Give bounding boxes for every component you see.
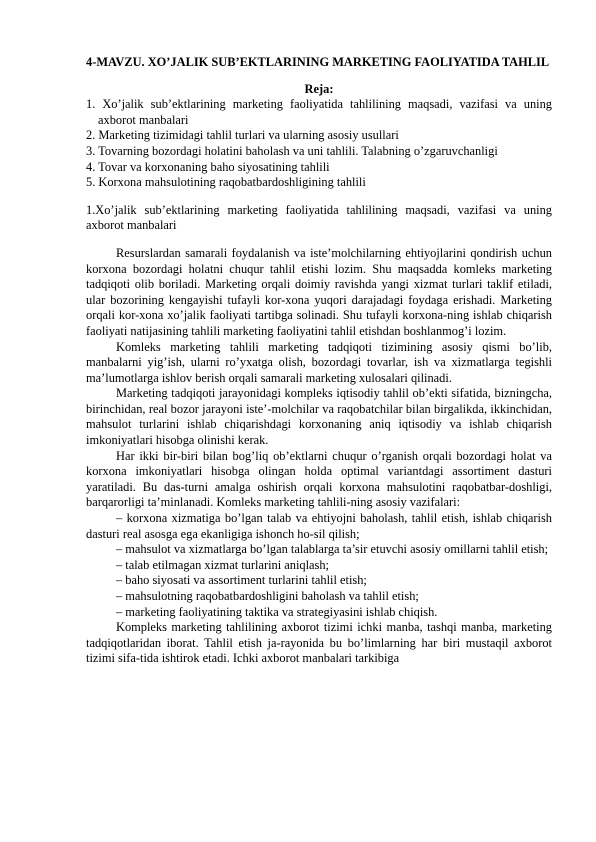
body-paragraph: Kompleks marketing tahlilining axborot tizimi ichki manba, tashqi manba, marketing tadqiqotlaridan iborat. Tahlil etish ja-rayonida bu bo’limlarning har biri mustaqil axborot tizimi sifa-tida ishtirok etadi. Ichki axborot manbalari tarkibiga <box>86 620 552 666</box>
section-heading: 1.Xo’jalik sub’ektlarining marketing faoliyatida tahlilining maqsadi, vazifasi va uning axborot manbalari <box>86 202 552 233</box>
plan-item: 3. Tovarning bozordagi holatini baholash va uni tahlili. Talabning o’zgaruvchanligi <box>86 143 498 158</box>
task-item: – marketing faoliyatining taktika va strategiyasini ishlab chiqish. <box>116 604 438 619</box>
body-paragraph: Marketing tadqiqoti jarayonidagi kompleks iqtisodiy tahlil ob’ekti sifatida, bizningcha, birinchidan, real bozor jarayoni iste’-molchilar va raqobatchilar bilan birgalikda, ikkinchidan, mahsulot turlarini ishlab chiqarishdagi korxonaning aniq iqtisodiy va ishlab chiqarish imkoniyatlari hisobga olinishi kerak. <box>86 386 552 448</box>
plan-heading: Reja: <box>304 81 334 96</box>
plan-item: 4. Tovar va korxonaning baho siyosatining tahlili <box>86 159 330 174</box>
task-item: – korxona xizmatiga bo’lgan talab va ehtiyojni baholash, tahlil etish, ishlab chiqarish dasturi real asosga ega ekanligiga ishonch ho-sil qilish; <box>86 511 552 541</box>
body-paragraph: Komleks marketing tahlili marketing tadqiqoti tizimining asosiy qismi bo’lib, manbalarni yig’ish, ularni ro’yxatga olish, bozordagi tovarlar, ish va xizmatlarga tegishli ma’lumotlarga ishlov berish orqali samarali marketing xulosalari qilinadi. <box>86 339 552 385</box>
document-page <box>86 55 552 667</box>
chapter-title: 4-MAVZU. XO’JALIK SUB’EKTLARINING MARKETING FAOLIYATIDA TAHLIL <box>86 55 550 69</box>
task-item: – mahsulot va xizmatlarga bo’lgan talablarga ta’sir etuvchi asosiy omillarni tahlil etish; <box>116 542 549 557</box>
task-item: – mahsulotning raqobatbardoshligini baholash va tahlil etish; <box>116 589 419 603</box>
plan-item: 2. Marketing tizimidagi tahlil turlari va ularning asosiy usullari <box>86 128 399 143</box>
plan-list <box>86 97 552 191</box>
task-item: – talab etilmagan xizmat turlarini aniqlash; <box>116 557 329 572</box>
plan-item: 5. Korxona mahsulotining raqobatbardoshligining tahlili <box>86 175 366 190</box>
body-paragraph: Har ikki bir-biri bilan bog’liq ob’ektlarni chuqur o’rganish orqali bozordagi holat va korxona imkoniyatlari hisobga olingan holda optimal variantdagi assortiment dasturi yaratiladi. Bu das-turni amalga oshirish orqali korxona mahsulotini raqobatbar-doshligi, barqarorligi ta’minlanadi. Komleks marketing tahlili-ning asosiy vazifalari: <box>86 448 552 510</box>
body-paragraph: Resurslardan samarali foydalanish va iste’molchilarning ehtiyojlarini qondirish uchun korxona bozordagi holatni chuqur tahlil etishi lozim. Shu maqsadda komleks marketing tadqiqoti olib boriladi. Marketing orqali doimiy ravishda yangi xizmat turlari taklif etiladi, ular bozorining kengayishi tufayli kor-xona yuqori darajadagi foydaga erishadi. Marketing orqali kor-xona xo’jalik faoliyati tartibga solinadi. Shu tufayli korxona-ning ishlab chiqarish faoliyati natijasining tahlili marketing faoliyatini tahlil etishdan boshlanmog’i lozim. <box>86 245 552 338</box>
task-item: – baho siyosati va assortiment turlarini tahlil etish; <box>116 573 367 588</box>
plan-item: 1. Xo’jalik sub’ektlarining marketing faoliyatida tahlilining maqsadi, vazifasi va uning axborot manbalari <box>86 97 552 127</box>
